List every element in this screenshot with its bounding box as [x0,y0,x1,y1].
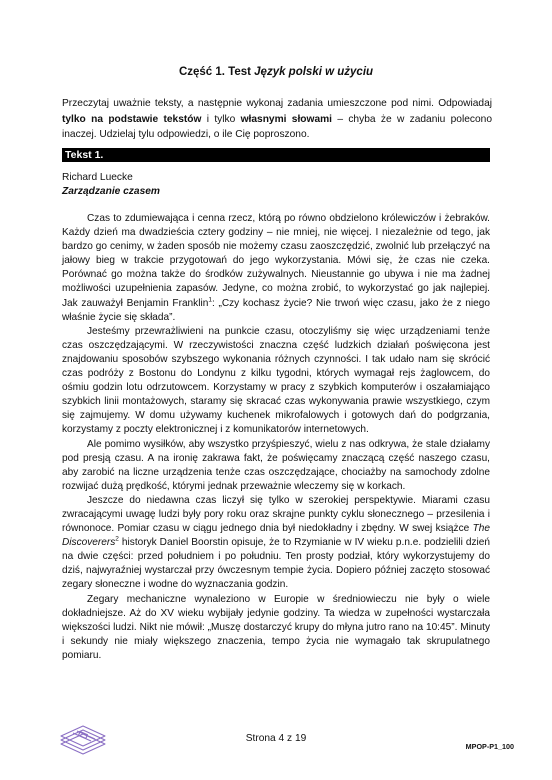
document-code: MPOP-P1_100 [465,742,514,751]
footnote-marker-2: 2 [115,535,119,543]
paragraph-1-text: Czas to zdumiewająca i cenna rzecz, którą po równo obdzielono królewiczów i żebraków. Każdy dzień ma dwadzieścia cztery godziny – nie mniej, nie więcej. I niezależnie od tego, jak bardzo go cenimy, w żaden sposób nie możemy czasu zaoszczędzić, zwolnić lub przełączyć na jałowy bieg w trakcie przygotowań do jego wykorzystania. Mówi się, że czas nie czeka. Porównać go można także do środków zużywalnych. Nieustannie go ubywa i nie ma żadnej możliwości uzupełnienia zapasów. Jedyne, co można zrobić, to wykorzystać go jak najlepiej. Jak zauważył Benjamin Franklin [62,213,490,309]
part-title [0,66,552,78]
paragraph-4-text-a: Jeszcze do niedawna czas liczył się tylko w szerokiej perspektywie. Miarami czasu zwracającymi uwagę ludzi były pory roku oraz skrajne punkty cyklu słonecznego – przesilenia i równonoce. Pomiar czasu w ciągu jednego dnia był niedokładny i zbędny. W swej książce [62,494,490,535]
paragraph-2: Jesteśmy przewrażliwieni na punkcie czasu, otoczyliśmy się więc urządzeniami tenże czas oszczędzającymi. W rzeczywistości znaczna część ludzkich działań poświęcona jest znajdowaniu sposobów szybszego wykonania różnych czynności. I tak udało nam się skrócić czas podróży z Bostonu do Londynu z kilku tygodni, których wymagał rejs żaglowcem, do ośmiu godzin lotu odrzutowcem. Korzystamy w pracy z szybkich komputerów i oszałamiająco szybkich linii montażowych, staramy się skracać czas wykonywania prawie wszystkiego, czym się zajmujemy. W domu używamy kuchenek mikrofalowych i gotowych dań do podgrzania, korzystamy z poczty elektronicznej i z komunikatorów internetowych. [62,325,490,436]
paragraph-3: Ale pomimo wysiłków, aby wszystko przyśpieszyć, wielu z nas odkrywa, że stale działamy pod presją czasu. A na ironię zakrawa fakt, że poświęcamy znaczącą część naszego czasu, aby zarobić na liczne urządzenia tenże czas oszczędzające, chociażby na samochody zdolne rozwijać dużą prędkość, którymi jednak przeważnie wleczemy się w korkach. [62,438,490,492]
part-title-prefix: Część 1. Test [178,66,255,78]
paragraph-5: Zegary mechaniczne wynaleziono w Europie w średniowieczu nie były o wiele dokładniejsze. Aż do XV wieku wybijały jedynie godziny. Ta wiedza w zupełności wystarczała większości ludzi. Nikt nie mówił: „Muszę dostarczyć krupy do młyna jutro rano na 10:45”. Minuty i sekundy nie miały większego znaczenia, tempo życia nie wymagało tak skrupulatnego pomiaru. [62,593,490,661]
article-body [62,212,490,663]
part-title-subject: Język polski w użyciu [254,66,374,78]
paragraph-1 [62,212,490,325]
paragraph-4 [62,494,490,593]
instructions-text-1: Przeczytaj uważnie teksty, a następnie wykonaj zadania umieszczone pod nimi. Odpowiadaj [62,98,492,109]
instructions [62,96,492,143]
section-header-bar: Tekst 1. [62,148,490,162]
paragraph-4-text-b: historyk Daniel Boorstin opisuje, że to Rzymianie w IV wieku p.n.e. podzielili dzień na dwie części: przed południem i po południu. Ten prosty podział, który wykorzystujemy do dziś, najwyraźniej wystarczał przy ówczesnym tempie życia. Dopiero później zaczęto stosować zegary słoneczne i wodne do wyznaczania godzin. [62,537,490,591]
paragraph-1-end: : „Czy kochasz życie? Nie trwoń więc czasu, jako że z niego właśnie życie się składa”. [62,297,490,323]
article-author: Richard Luecke [62,172,133,183]
instructions-text-2: i tylko [201,113,241,125]
instructions-text-3: – chyba że w zadaniu polecono inaczej. Udzielaj tylu odpowiedzi, o ile Cię poproszono. [62,113,492,140]
footnote-marker-1: 1 [208,296,212,304]
book-title: The Discoverers [62,523,490,549]
instructions-bold-1: tylko na podstawie tekstów [62,113,202,125]
article-title: Zarządzanie czasem [62,186,160,197]
page-number: Strona 4 z 19 [245,733,307,744]
instructions-bold-2: własnymi słowami [240,113,333,125]
